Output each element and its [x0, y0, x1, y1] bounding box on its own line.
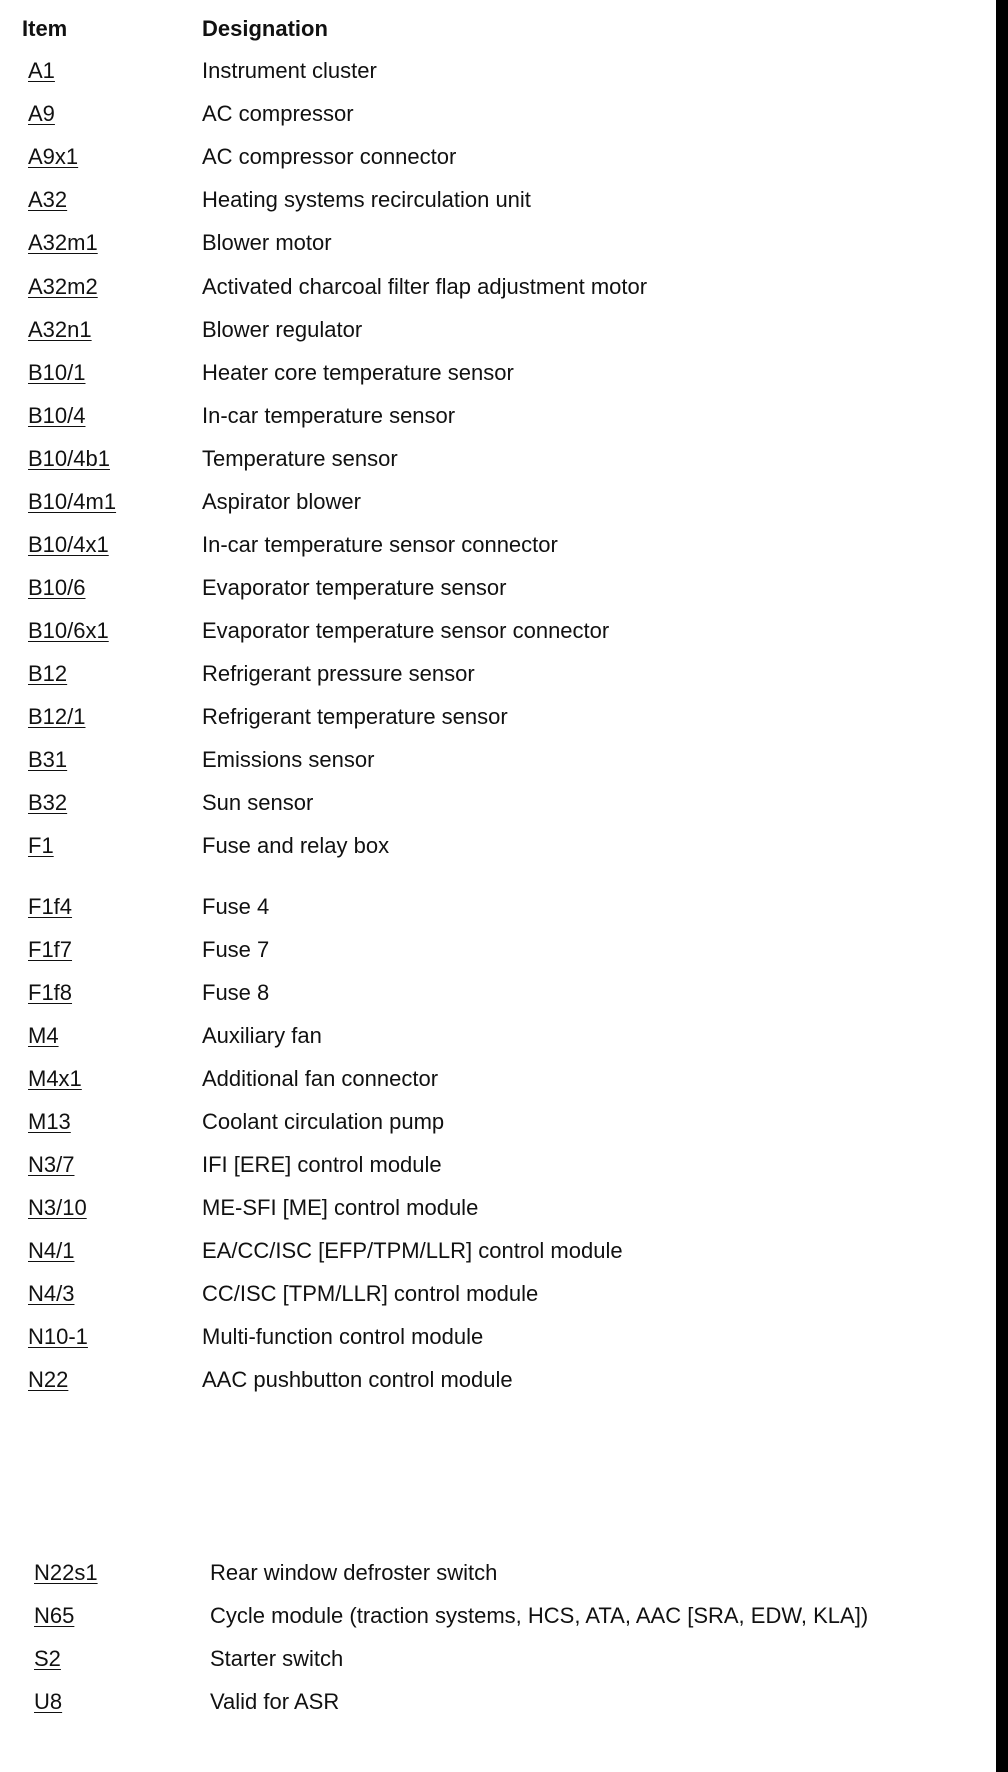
item-link[interactable]: N10-1 — [28, 1324, 88, 1349]
item-link[interactable]: S2 — [34, 1646, 61, 1671]
item-link[interactable]: M4x1 — [28, 1066, 82, 1091]
item-link[interactable]: B10/4x1 — [28, 532, 109, 557]
item-link[interactable]: B10/4 — [28, 403, 86, 428]
item-link[interactable]: N4/1 — [28, 1238, 75, 1263]
designation-text: Evaporator temperature sensor connector — [202, 618, 610, 643]
item-link[interactable]: B32 — [28, 790, 68, 815]
designation-text: Fuse 7 — [202, 937, 270, 962]
designation-text: Rear window defroster switch — [210, 1560, 498, 1585]
item-link[interactable]: A32n1 — [28, 317, 92, 342]
designation-text: Blower motor — [202, 230, 332, 255]
item-link[interactable]: M4 — [28, 1023, 59, 1048]
designation-text: Starter switch — [210, 1646, 344, 1671]
column-header-designation: Designation — [202, 16, 328, 41]
item-link[interactable]: B10/6x1 — [28, 618, 109, 643]
designation-text: Refrigerant temperature sensor — [202, 704, 508, 729]
item-link[interactable]: F1f8 — [28, 980, 73, 1005]
designation-text: Fuse and relay box — [202, 833, 390, 858]
designation-text: Additional fan connector — [202, 1066, 439, 1091]
designation-text: In-car temperature sensor — [202, 403, 456, 428]
designation-text: EA/CC/ISC [EFP/TPM/LLR] control module — [202, 1238, 623, 1263]
designation-text: Fuse 8 — [202, 980, 270, 1005]
designation-text: Multi-function control module — [202, 1324, 484, 1349]
designation-text: Heater core temperature sensor — [202, 360, 514, 385]
item-link[interactable]: F1f7 — [28, 937, 73, 962]
designation-text: Refrigerant pressure sensor — [202, 661, 475, 686]
item-link[interactable]: B10/4b1 — [28, 446, 110, 471]
designation-text: CC/ISC [TPM/LLR] control module — [202, 1281, 539, 1306]
designation-text: Fuse 4 — [202, 894, 270, 919]
right-edge-bar — [996, 0, 1008, 1772]
item-link[interactable]: B10/4m1 — [28, 489, 117, 514]
item-link[interactable]: U8 — [34, 1689, 63, 1714]
designation-text: Coolant circulation pump — [202, 1109, 445, 1134]
designation-text: Aspirator blower — [202, 489, 361, 514]
item-link[interactable]: B31 — [28, 747, 68, 772]
designation-text: AAC pushbutton control module — [202, 1367, 513, 1392]
item-link[interactable]: A9 — [28, 101, 55, 126]
item-link[interactable]: A32m1 — [28, 230, 98, 255]
designation-text: Temperature sensor — [202, 446, 398, 471]
designation-text: ME-SFI [ME] control module — [202, 1195, 479, 1220]
designation-text: Instrument cluster — [202, 58, 377, 83]
item-link[interactable]: B10/1 — [28, 360, 86, 385]
designation-text: Blower regulator — [202, 317, 363, 342]
item-link[interactable]: M13 — [28, 1109, 71, 1134]
designation-text: IFI [ERE] control module — [202, 1152, 442, 1177]
item-link[interactable]: N3/7 — [28, 1152, 75, 1177]
item-link[interactable]: A1 — [28, 58, 55, 83]
item-link[interactable]: F1f4 — [28, 894, 73, 919]
designation-text: In-car temperature sensor connector — [202, 532, 558, 557]
item-link[interactable]: N22s1 — [34, 1560, 98, 1585]
designation-text: Auxiliary fan — [202, 1023, 322, 1048]
item-link[interactable]: A9x1 — [28, 144, 79, 169]
designation-text: Activated charcoal filter flap adjustment motor — [202, 274, 648, 299]
designation-text: Evaporator temperature sensor — [202, 575, 507, 600]
designation-text: Emissions sensor — [202, 747, 375, 772]
designation-text: Heating systems recirculation unit — [202, 187, 531, 212]
item-link[interactable]: B10/6 — [28, 575, 86, 600]
designation-text: Cycle module (traction systems, HCS, ATA, AAC [SRA, EDW, KLA]) — [210, 1603, 869, 1628]
item-link[interactable]: A32 — [28, 187, 68, 212]
item-link[interactable]: N3/10 — [28, 1195, 87, 1220]
item-link[interactable]: B12 — [28, 661, 68, 686]
designation-text: AC compressor — [202, 101, 354, 126]
item-link[interactable]: F1 — [28, 833, 54, 858]
column-header-item: Item — [22, 16, 68, 41]
item-link[interactable]: A32m2 — [28, 274, 98, 299]
item-link[interactable]: B12/1 — [28, 704, 86, 729]
designation-text: Sun sensor — [202, 790, 314, 815]
designation-text: AC compressor connector — [202, 144, 457, 169]
item-link[interactable]: N22 — [28, 1367, 69, 1392]
item-link[interactable]: N4/3 — [28, 1281, 75, 1306]
item-link[interactable]: N65 — [34, 1603, 75, 1628]
designation-text: Valid for ASR — [210, 1689, 340, 1714]
